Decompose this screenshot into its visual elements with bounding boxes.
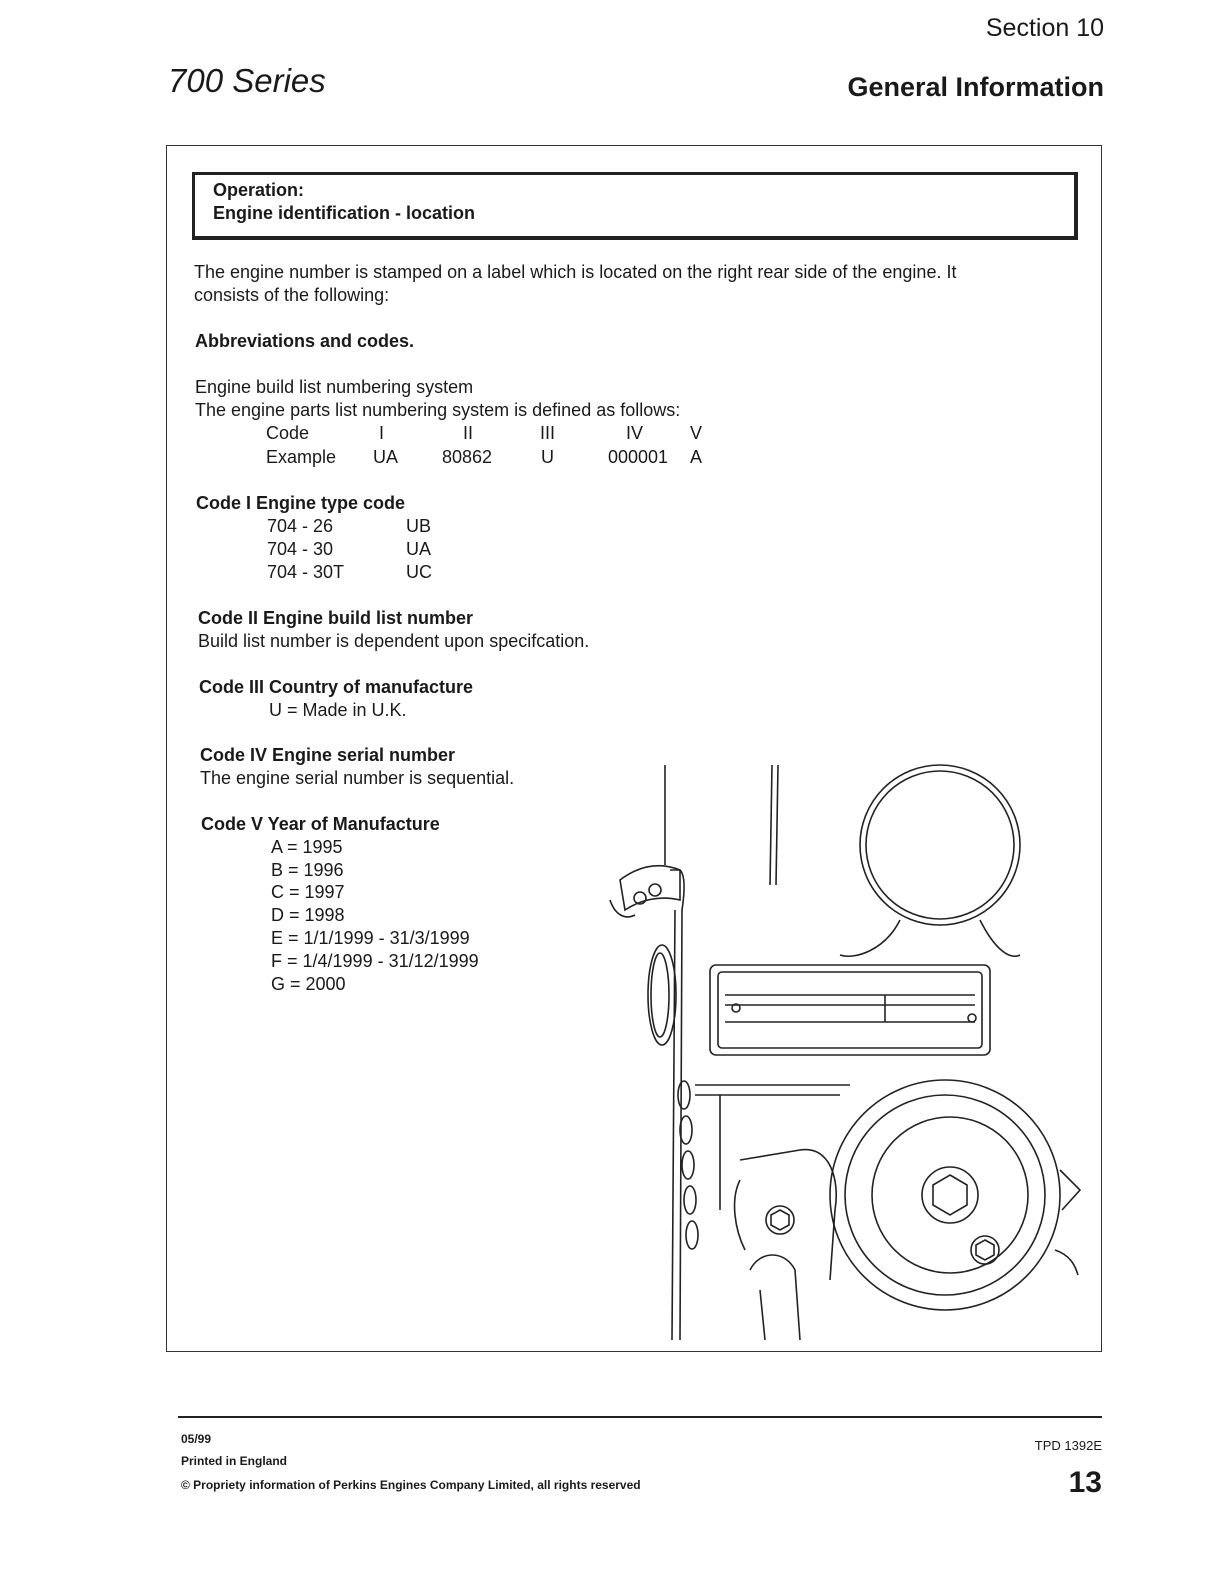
code-row-i: I [379, 423, 385, 443]
chapter-title: General Information [847, 72, 1104, 102]
code-row-iv: IV [626, 423, 644, 443]
document-reference: TPD 1392E [1034, 1438, 1102, 1453]
section-label: Section 10 [985, 14, 1104, 42]
series-title: 700 Series [168, 62, 326, 99]
example-row-i: UA [373, 447, 399, 467]
example-row [266, 446, 726, 469]
code1-row-model: 704 - 30 [267, 539, 334, 559]
code-row [266, 422, 726, 445]
year-item: G = 2000 [271, 974, 346, 994]
code1-heading: Code I Engine type code [196, 493, 406, 513]
example-row-label: Example [266, 447, 337, 467]
page-number: 13 [1068, 1466, 1102, 1499]
year-item: E = 1/1/1999 - 31/3/1999 [271, 928, 470, 948]
footer-copyright: © Propriety information of Perkins Engines Company Limited, all rights reserved [181, 1478, 641, 1492]
numbering-line-1: Engine build list numbering system [195, 377, 474, 397]
year-item: F = 1/4/1999 - 31/12/1999 [271, 951, 479, 971]
footer-date: 05/99 [181, 1432, 212, 1446]
code-row-iii: III [540, 423, 556, 443]
intro-line-2: consists of the following: [194, 285, 390, 305]
year-item: A = 1995 [271, 837, 343, 857]
year-item: D = 1998 [271, 905, 345, 925]
code2-text: Build list number is dependent upon specifcation. [198, 631, 590, 651]
code1-row-model: 704 - 30T [267, 562, 345, 582]
code3-heading: Code III Country of manufacture [199, 677, 474, 697]
example-row-iii: U [541, 447, 554, 467]
code-row-label: Code [266, 423, 310, 443]
operation-label: Operation: [213, 180, 305, 200]
code2-heading: Code II Engine build list number [198, 608, 474, 628]
footer-rule [178, 1416, 1102, 1418]
code1-row-code: UA [406, 539, 432, 559]
code1-row-code: UC [406, 562, 432, 582]
code4-text: The engine serial number is sequential. [200, 768, 515, 788]
example-row-ii: 80862 [442, 447, 493, 467]
abbreviations-heading: Abbreviations and codes. [195, 331, 415, 351]
code1-row-code: UB [406, 516, 432, 536]
code1-row-model: 704 - 26 [267, 516, 334, 536]
footer-printed: Printed in England [181, 1454, 288, 1468]
code4-heading: Code IV Engine serial number [200, 745, 456, 765]
example-row-iv: 000001 [608, 447, 669, 467]
engine-label-drawing [600, 750, 1100, 1350]
intro-line-1: The engine number is stamped on a label which is located on the right rear side of the engine. It [194, 262, 957, 282]
code-row-v: V [690, 423, 703, 443]
operation-title: Engine identification - location [213, 203, 476, 223]
code-row-ii: II [463, 423, 474, 443]
operation-box [192, 172, 1078, 240]
code5-heading: Code V Year of Manufacture [201, 814, 440, 834]
code3-text: U = Made in U.K. [269, 700, 407, 720]
numbering-line-2: The engine parts list numbering system is defined as follows: [195, 400, 681, 420]
example-row-v: A [690, 447, 703, 467]
year-item: B = 1996 [271, 860, 344, 880]
year-item: C = 1997 [271, 882, 345, 902]
